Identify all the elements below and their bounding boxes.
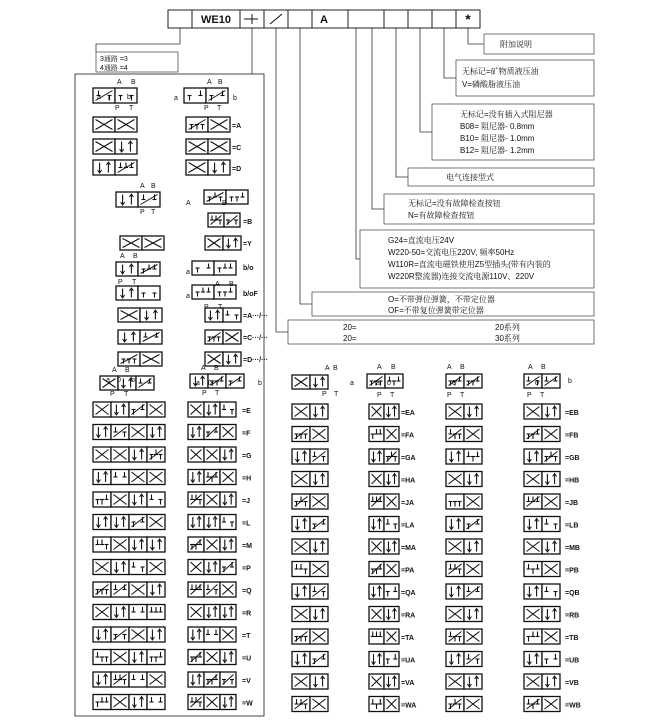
type-label-1: =C bbox=[232, 145, 242, 152]
spool-label-JB: =JB bbox=[565, 500, 579, 507]
spool-cell bbox=[446, 584, 464, 599]
port-zero: 0 bbox=[452, 380, 456, 387]
spool-cell bbox=[310, 375, 328, 389]
spool-label-R: =R bbox=[242, 610, 252, 618]
spool-cell bbox=[220, 605, 236, 620]
port-zero: 0 bbox=[387, 380, 391, 387]
spool-label-UB: =UB bbox=[565, 657, 580, 665]
port-a: a bbox=[350, 380, 354, 387]
spool-cell bbox=[208, 160, 230, 175]
port-B: B bbox=[218, 79, 223, 86]
spool-cell bbox=[369, 517, 384, 532]
spool-label-LA: =LA bbox=[401, 522, 415, 530]
spool-label-M: =M bbox=[242, 543, 252, 550]
spool-label-QA: =QA bbox=[401, 590, 416, 597]
spool-cell bbox=[524, 449, 542, 464]
port-T: T bbox=[218, 304, 223, 311]
spool-label-G: =G bbox=[242, 453, 252, 460]
spool-cell bbox=[524, 517, 542, 532]
port-P: P bbox=[204, 105, 209, 112]
spool-cell bbox=[446, 652, 464, 667]
port-A: A bbox=[117, 79, 122, 86]
spool-label-TA: =TA bbox=[401, 635, 414, 642]
spool-cell bbox=[384, 472, 399, 487]
spool-cell bbox=[188, 627, 204, 642]
spool-label-FA: =FA bbox=[401, 432, 415, 440]
port-T: T bbox=[460, 392, 465, 399]
desc-damper-4: B12= 阻尼器- 1.2mm bbox=[460, 146, 535, 155]
port-b: b bbox=[127, 94, 131, 101]
port-T: T bbox=[129, 105, 134, 112]
spool-cell bbox=[138, 286, 160, 300]
spool-label-PA: =PA bbox=[401, 567, 415, 575]
spool-cell bbox=[292, 584, 310, 599]
port-T: T bbox=[215, 390, 220, 397]
spool-label-WB: =WB bbox=[565, 702, 581, 710]
spool-cell bbox=[524, 584, 542, 599]
port-a: a bbox=[106, 377, 110, 384]
spool-label-HB: =HB bbox=[565, 477, 580, 485]
port-A: A bbox=[377, 364, 382, 371]
spool-cell bbox=[188, 515, 204, 530]
spool-cell bbox=[111, 605, 129, 620]
spool-label-JA: =JA bbox=[401, 500, 415, 507]
spool-cell bbox=[140, 308, 162, 322]
spool-cell bbox=[310, 472, 328, 487]
spool-label-J: =J bbox=[242, 498, 250, 505]
desc-box-electrical bbox=[408, 168, 594, 186]
port-P: P bbox=[110, 391, 115, 398]
port-b: b bbox=[568, 378, 572, 385]
spool-cell bbox=[310, 607, 328, 622]
spool-cell bbox=[220, 650, 236, 665]
spool-cell bbox=[369, 584, 384, 599]
port-b: b bbox=[131, 377, 135, 384]
port-zero: 0 bbox=[535, 380, 539, 387]
spool-cell bbox=[116, 286, 138, 300]
port-P: P bbox=[202, 390, 207, 397]
desc-spring-2: OF=不带复位弹簧带定位器 bbox=[388, 306, 484, 315]
spool-cell bbox=[188, 425, 204, 440]
spool-cell bbox=[147, 582, 165, 597]
type-label-bof: b/oF bbox=[243, 291, 258, 298]
desc-damper-2: B08= 阻尼器- 0.8mm bbox=[460, 122, 535, 131]
spool-label-HA: =HA bbox=[401, 477, 416, 485]
series-left-2: 20= bbox=[343, 334, 357, 343]
spool-cell bbox=[384, 607, 399, 622]
spool-label-PB: =PB bbox=[565, 567, 579, 575]
spool-cell bbox=[542, 404, 560, 419]
spool-cell bbox=[384, 404, 399, 419]
spool-cell bbox=[292, 652, 310, 667]
spool-cell bbox=[188, 470, 204, 485]
spool-cell bbox=[446, 517, 464, 532]
port-A: A bbox=[528, 364, 533, 371]
desc-electrical: 电气连接型式 bbox=[446, 173, 494, 182]
spool-cell bbox=[129, 695, 147, 710]
type-label-2: =D bbox=[232, 166, 242, 173]
port-P: P bbox=[118, 279, 123, 286]
spool-cell bbox=[204, 402, 220, 417]
model-code: WE10 bbox=[201, 14, 231, 26]
port-P: P bbox=[447, 392, 452, 399]
spool-cell bbox=[524, 652, 542, 667]
port-A: A bbox=[447, 364, 452, 371]
type-label-8: =C···/··· bbox=[243, 335, 269, 342]
spool-cell bbox=[204, 560, 220, 575]
port-a: a bbox=[376, 380, 380, 387]
port-a: a bbox=[186, 293, 190, 300]
type-label-0: =A bbox=[232, 123, 242, 130]
type-label-B: =B bbox=[243, 219, 253, 226]
spool-cell bbox=[384, 539, 399, 554]
spool-label-LB: =LB bbox=[565, 522, 579, 530]
desc-spring-1: O=不带弹位弹簧，不带定位器 bbox=[388, 295, 495, 304]
spool-label-FB: =FB bbox=[565, 432, 579, 440]
spool-cell bbox=[310, 404, 328, 419]
port-T: T bbox=[124, 391, 129, 398]
spool-cell bbox=[129, 447, 147, 462]
spool-cell bbox=[464, 404, 482, 419]
spool-cell bbox=[93, 515, 111, 530]
desc-fault-2: N=有故障检查按钮 bbox=[408, 211, 475, 220]
spool-cell bbox=[115, 139, 137, 154]
spool-cell bbox=[129, 492, 147, 507]
port-A: A bbox=[186, 200, 191, 207]
port-A: A bbox=[207, 79, 212, 86]
spool-label-U: =U bbox=[242, 655, 252, 663]
port-b: b bbox=[233, 95, 237, 102]
spool-label-P: =P bbox=[242, 565, 251, 573]
spool-cell bbox=[220, 695, 236, 710]
spool-cell bbox=[223, 352, 241, 366]
spool-label-MB: =MB bbox=[565, 545, 580, 552]
series-left-1: 20= bbox=[343, 323, 357, 332]
desc-box-series bbox=[288, 320, 594, 344]
port-A: A bbox=[140, 183, 145, 190]
port-A: A bbox=[325, 365, 330, 372]
desc-fluid-2: V=磷酸脂液压油 bbox=[462, 80, 521, 89]
code-asterisk: * bbox=[465, 11, 471, 27]
spool-cell bbox=[220, 537, 236, 552]
port-B: B bbox=[333, 365, 338, 372]
spool-cell bbox=[118, 330, 140, 344]
series-right-1: 20系列 bbox=[495, 323, 520, 332]
desc-fluid-1: 无标记=矿物质液压油 bbox=[462, 67, 539, 76]
spool-cell bbox=[129, 537, 147, 552]
spool-label-EB: =EB bbox=[565, 410, 579, 417]
spool-label-UA: =UA bbox=[401, 657, 416, 665]
spool-cell bbox=[192, 261, 214, 275]
spool-label-VA: =VA bbox=[401, 680, 415, 687]
type-label-9: =D···/··· bbox=[243, 357, 269, 364]
spool-cell bbox=[147, 627, 165, 642]
desc-voltage-1: G24=直流电压24V bbox=[388, 236, 455, 245]
port-a: a bbox=[97, 94, 101, 101]
spool-cell bbox=[542, 539, 560, 554]
spool-cell bbox=[116, 262, 138, 276]
spool-cell bbox=[464, 607, 482, 622]
spool-cell bbox=[542, 472, 560, 487]
port-B: B bbox=[391, 364, 396, 371]
spool-cell bbox=[93, 672, 111, 687]
port-P: P bbox=[322, 391, 327, 398]
spool-label-WA: =WA bbox=[401, 702, 417, 710]
port-A: A bbox=[120, 253, 125, 260]
port-P: P bbox=[140, 209, 145, 216]
spool-cell bbox=[292, 449, 310, 464]
spool-cell bbox=[129, 650, 147, 665]
port-P: P bbox=[527, 392, 532, 399]
desc-voltage-2: W220-50=交流电压220V, 频率50Hz bbox=[388, 248, 515, 257]
spool-cell bbox=[111, 515, 129, 530]
spool-cell bbox=[204, 515, 220, 530]
spool-cell bbox=[184, 88, 206, 103]
spool-label-V: =V bbox=[242, 678, 251, 685]
desc-additional: 附加说明 bbox=[500, 40, 532, 49]
type-label-Y: =Y bbox=[243, 241, 252, 248]
spool-cell bbox=[116, 192, 138, 207]
type-label-bo: b/o bbox=[243, 265, 254, 272]
spool-cell bbox=[223, 236, 241, 250]
spool-cell bbox=[188, 672, 204, 687]
spool-label-TB: =TB bbox=[565, 635, 579, 642]
port-b: b bbox=[258, 380, 262, 387]
spool-cell bbox=[220, 492, 236, 507]
port-B: B bbox=[541, 364, 546, 371]
spool-label-E: =E bbox=[242, 408, 251, 415]
port-B: B bbox=[125, 367, 130, 374]
port-B: B bbox=[460, 364, 465, 371]
spool-cell bbox=[292, 517, 310, 532]
port-P: P bbox=[204, 304, 209, 311]
spool-label-VB: =VB bbox=[565, 680, 579, 687]
desc-voltage-4: W220R整流器)连接交流电源110V、220V bbox=[388, 272, 535, 281]
spool-cell bbox=[310, 674, 328, 689]
port-zero: 0 bbox=[208, 380, 212, 387]
spool-cell bbox=[220, 447, 236, 462]
spool-cell bbox=[93, 627, 111, 642]
port-B: B bbox=[214, 365, 219, 372]
port-a: a bbox=[186, 269, 190, 276]
spool-label-RA: =RA bbox=[401, 612, 416, 620]
spool-cell bbox=[111, 402, 129, 417]
spool-label-F: =F bbox=[242, 430, 251, 438]
ways-3: 3通路 =3 bbox=[100, 56, 128, 63]
port-A: A bbox=[215, 281, 220, 288]
spool-cell bbox=[384, 674, 399, 689]
series-right-2: 30系列 bbox=[495, 334, 520, 343]
desc-damper-1: 无标记=没有插入式阻尼器 bbox=[460, 110, 553, 119]
port-a: a bbox=[174, 95, 178, 102]
desc-voltage-3: W110R=直流电磁铁使用Z5型插头(带有内装的 bbox=[388, 260, 551, 269]
port-T: T bbox=[217, 105, 222, 112]
code-a: A bbox=[320, 14, 328, 26]
spool-label-RB: =RB bbox=[565, 612, 580, 620]
port-B: B bbox=[222, 200, 227, 207]
spool-cell bbox=[204, 605, 220, 620]
desc-box-fluid bbox=[456, 60, 594, 96]
port-B: B bbox=[131, 79, 136, 86]
spool-cell bbox=[147, 425, 165, 440]
port-T: T bbox=[132, 279, 137, 286]
spool-cell bbox=[464, 539, 482, 554]
port-T: T bbox=[151, 209, 156, 216]
port-A: A bbox=[201, 365, 206, 372]
spool-cell bbox=[93, 160, 115, 175]
spool-cell bbox=[93, 470, 111, 485]
spool-cell bbox=[111, 560, 129, 575]
port-T: T bbox=[390, 392, 395, 399]
spool-cell bbox=[115, 88, 137, 103]
spool-cell bbox=[542, 674, 560, 689]
port-T: T bbox=[334, 391, 339, 398]
spool-cell bbox=[464, 472, 482, 487]
spool-cell bbox=[542, 607, 560, 622]
type-label-7: =A···/··· bbox=[243, 313, 269, 320]
spool-label-EA: =EA bbox=[401, 410, 415, 417]
spool-label-MA: =MA bbox=[401, 545, 416, 552]
port-B: B bbox=[133, 253, 138, 260]
desc-damper-3: B10= 阻尼器- 1.0mm bbox=[460, 134, 535, 143]
port-B: B bbox=[229, 281, 234, 288]
port-A: A bbox=[112, 367, 117, 374]
spool-cell bbox=[369, 652, 384, 667]
spool-cell bbox=[369, 449, 384, 464]
port-P: P bbox=[115, 105, 120, 112]
port-T: T bbox=[540, 392, 545, 399]
port-a: a bbox=[196, 380, 200, 387]
spool-cell bbox=[446, 449, 464, 464]
ways-4: 4通路 =4 bbox=[100, 65, 128, 72]
spool-cell bbox=[147, 537, 165, 552]
spool-cell bbox=[310, 539, 328, 554]
desc-fault-1: 无标记=没有故障检查按钮 bbox=[408, 199, 501, 208]
spool-label-GB: =GB bbox=[565, 455, 580, 462]
spool-label-T: =T bbox=[242, 633, 251, 640]
spool-label-GA: =GA bbox=[401, 455, 416, 462]
port-zero: 0 bbox=[117, 377, 121, 384]
port-P: P bbox=[377, 392, 382, 399]
spool-label-W: =W bbox=[242, 700, 253, 708]
port-B: B bbox=[151, 183, 156, 190]
port-i: i bbox=[108, 95, 110, 102]
spool-cell bbox=[464, 674, 482, 689]
spool-label-H: =H bbox=[242, 475, 252, 483]
spool-label-L: =L bbox=[242, 520, 251, 528]
spool-label-QB: =QB bbox=[565, 590, 580, 597]
spool-label-Q: =Q bbox=[242, 588, 252, 595]
spool-cell bbox=[93, 425, 111, 440]
